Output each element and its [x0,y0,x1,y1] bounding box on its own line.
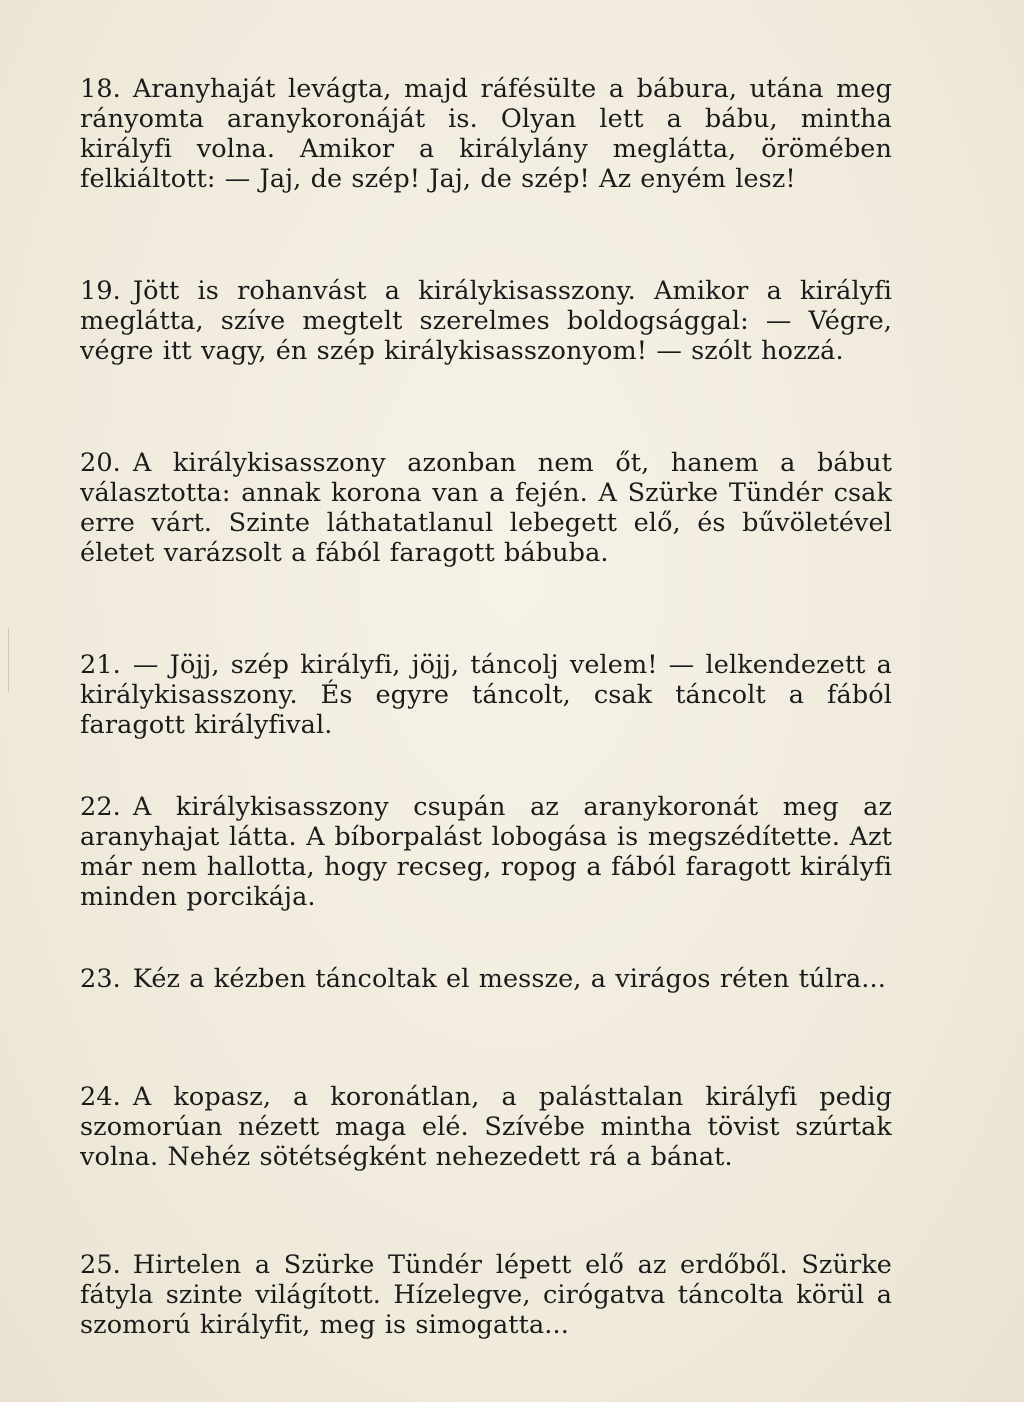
paragraph-text: A kopasz, a koronátlan, a palásttalan királyfi pedig szomorúan nézett maga elé. Szívébe mintha tövist szúrtak volna. Nehéz sötétségként nehezedett rá a bánat. [80,1082,892,1172]
paragraph-23 [80,964,892,994]
paragraph-text: Hirtelen a Szürke Tündér lépett elő az erdőből. Szürke fátyla szinte világított. Hízelegve, cirógatva táncolta körül a szomorú királyfit, meg is simogatta... [80,1250,892,1340]
paragraph-text: A királykisasszony azonban nem őt, hanem a bábut választotta: annak korona van a fején. A Szürke Tündér csak erre várt. Szinte láthatatlanul lebegett elő, és bűvöletével életet varázsolt a fából faragott bábuba. [80,448,892,568]
paragraph-number: 20. [80,448,121,478]
paragraph-number: 25. [80,1250,121,1280]
paragraph-text: Jött is rohanvást a királykisasszony. Amikor a királyfi meglátta, szíve megtelt szerelmes boldogsággal: — Végre, végre itt vagy, én szép királykisasszonyom! — szólt hozzá. [80,276,892,366]
scan-edge-mark [8,628,9,692]
paragraph-number: 21. [80,650,121,680]
paragraph-number: 18. [80,74,121,104]
paragraph-22 [80,792,892,912]
paragraph-18 [80,74,892,194]
paragraph-number: 19. [80,276,121,306]
paragraph-20 [80,448,892,568]
paragraph-24 [80,1082,892,1172]
paragraph-text: Kéz a kézben táncoltak el messze, a virágos réten túlra... [132,964,886,994]
paragraph-number: 23. [80,964,121,994]
paragraph-text: Aranyhaját levágta, majd ráfésülte a bábura, utána meg rányomta aranykoronáját is. Olyan lett a bábu, mintha királyfi volna. Amikor a királylány meglátta, örömében felkiáltott: — Jaj, de szép! Jaj, de szép! Az enyém lesz! [80,74,892,194]
paragraph-25 [80,1250,892,1340]
paragraph-number: 24. [80,1082,121,1112]
paragraph-19 [80,276,892,366]
paragraph-text: — Jöjj, szép királyfi, jöjj, táncolj velem! — lelkendezett a királykisasszony. És egyre táncolt, csak táncolt a fából faragott királyfival. [80,650,892,740]
paragraph-text: A királykisasszony csupán az aranykoronát meg az aranyhajat látta. A bíborpalást lobogása is megszédítette. Azt már nem hallotta, hogy recseg, ropog a fából faragott királyfi minden porcikája. [80,792,892,912]
paragraph-21 [80,650,892,740]
paragraph-number: 22. [80,792,121,822]
